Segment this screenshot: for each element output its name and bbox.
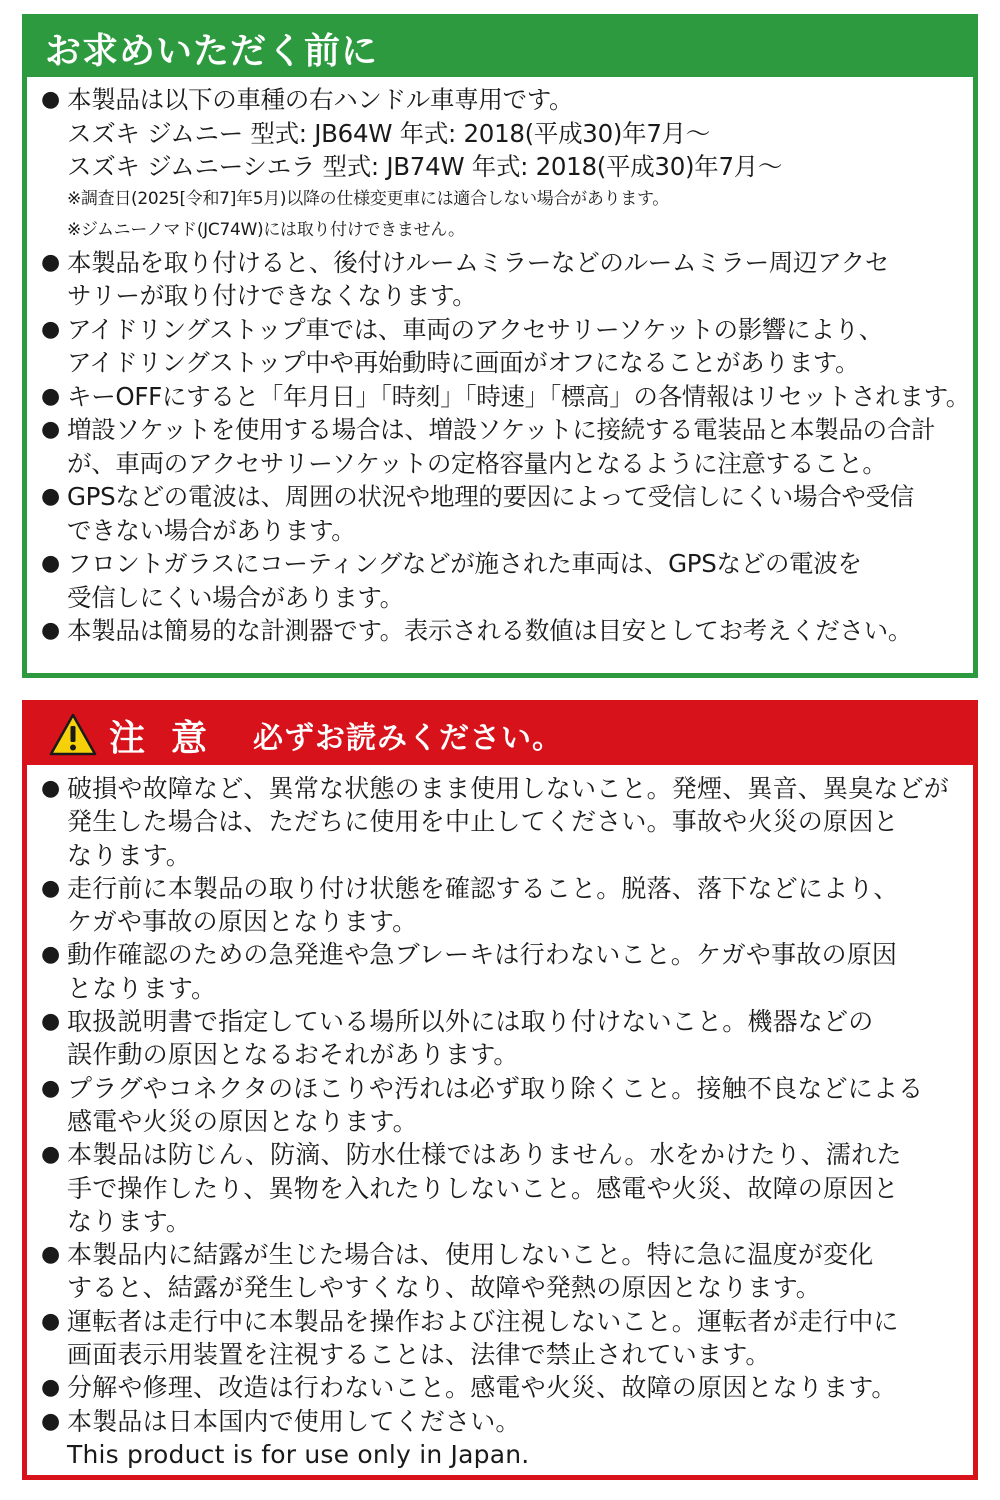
- text-line: 破損や故障など、異常な状態のまま使用しないこと。発煙、異音、異臭などが: [67, 774, 950, 803]
- before-purchase-item: [41, 246, 965, 313]
- bullet-icon: ●: [41, 875, 61, 901]
- text-line: GPSなどの電波は、周囲の状況や地理的要因によって受信しにくい場合や受信: [67, 482, 915, 511]
- before-purchase-item: [41, 547, 965, 614]
- before-purchase-title: お求めいただく前に: [45, 30, 379, 72]
- text-line: 発生した場合は、ただちに使用を中止してください。事故や火災の原因と: [67, 807, 899, 837]
- text-line: 画面表示用装置を注視することは、法律で禁止されています。: [67, 1340, 771, 1370]
- text-line: 増設ソケットを使用する場合は、増設ソケットに接続する電装品と本製品の合計: [67, 415, 936, 444]
- note-line: ※調査日(2025[令和7]年5月)以降の仕様変更車には適合しない場合があります。: [67, 188, 670, 209]
- text-line: フロントガラスにコーティングなどが施された車両は、GPSなどの電波を: [67, 549, 862, 578]
- text-line: アイドリングストップ中や再始動時に画面がオフになることがあります。: [67, 348, 860, 377]
- before-purchase-item-text: [67, 614, 965, 648]
- bullet-icon: ●: [41, 484, 61, 509]
- before-purchase-item-text: [67, 480, 965, 547]
- note-line: ※ジムニーノマド(JC74W)には取り付けできません。: [67, 219, 465, 240]
- text-line: 取扱説明書で指定している場所以外には取り付けないこと。機器などの: [67, 1007, 874, 1037]
- caution-item-text: [67, 1305, 965, 1372]
- text-line: すると、結露が発生しやすくなり、故障や発熱の原因となります。: [67, 1273, 822, 1303]
- caution-item-text: [67, 772, 965, 872]
- bullet-icon: ●: [41, 87, 61, 112]
- before-purchase-item-text: [67, 83, 965, 246]
- text-line: 本製品は簡易的な計測器です。表示される数値は目安としてお考えください。: [67, 616, 913, 645]
- before-purchase-item-text: [67, 313, 965, 380]
- text-line: 誤作動の原因となるおそれがあります。: [67, 1040, 519, 1070]
- text-line: なります。: [67, 1206, 192, 1236]
- before-purchase-item-text: [67, 547, 965, 614]
- bullet-icon: ●: [41, 776, 61, 801]
- caution-header: [27, 705, 973, 765]
- text-line: 本製品を取り付けると、後付けルームミラーなどのルームミラー周辺アクセ: [67, 247, 890, 277]
- caution-item-text: [67, 1138, 965, 1238]
- text-line: This product is for use only in Japan.: [67, 1439, 530, 1469]
- before-purchase-item: [41, 413, 965, 480]
- bullet-icon: ●: [41, 1009, 61, 1035]
- text-line: アイドリングストップ車では、車両のアクセサリーソケットの影響により、: [67, 314, 883, 344]
- caution-item: [41, 1138, 965, 1238]
- before-purchase-item-text: [67, 246, 965, 313]
- warning-triangle-icon: [49, 713, 97, 757]
- bullet-icon: ●: [41, 1408, 61, 1434]
- caution-item-text: [67, 1072, 965, 1139]
- before-purchase-item: [41, 380, 971, 414]
- before-purchase-item: [41, 313, 965, 380]
- before-purchase-header: [27, 19, 973, 77]
- caution-item: [41, 1405, 965, 1472]
- caution-list: [27, 765, 973, 1471]
- caution-item: [41, 772, 965, 872]
- before-purchase-item: [41, 614, 965, 648]
- bullet-icon: ●: [41, 1308, 61, 1334]
- before-purchase-item-text: [67, 413, 965, 480]
- bullet-icon: ●: [41, 942, 61, 968]
- bullet-icon: ●: [41, 417, 61, 442]
- caution-title: 注意: [109, 717, 234, 759]
- caution-item: [41, 1005, 965, 1072]
- before-purchase-item: [41, 83, 965, 246]
- caution-item-text: [67, 1371, 965, 1404]
- bullet-icon: ●: [41, 1142, 61, 1168]
- before-purchase-section: [22, 14, 978, 678]
- text-line: 受信しにくい場合があります。: [67, 582, 404, 612]
- text-line: 本製品内に結露が生じた場合は、使用しないこと。特に急に温度が変化: [67, 1240, 874, 1270]
- caution-item: [41, 1072, 965, 1139]
- text-line: 本製品は以下の車種の右ハンドル車専用です。: [67, 85, 574, 114]
- caution-item: [41, 1305, 965, 1372]
- text-line: 手で操作したり、異物を入れたりしないこと。感電や火災、故障の原因と: [67, 1173, 899, 1203]
- text-line: が、車両のアクセサリーソケットの定格容量内となるように注意すること。: [67, 448, 887, 478]
- caution-item: [41, 1238, 965, 1305]
- bullet-icon: ●: [41, 316, 61, 342]
- text-line: 走行前に本製品の取り付け状態を確認すること。脱落、落下などにより、: [67, 873, 899, 903]
- text-line: 感電や火災の原因となります。: [67, 1106, 418, 1136]
- text-line: 分解や修理、改造は行わないこと。感電や火災、故障の原因となります。: [67, 1373, 897, 1403]
- before-purchase-item-text: [67, 380, 970, 414]
- bullet-icon: ●: [41, 1375, 61, 1401]
- text-line: プラグやコネクタのほこりや汚れは必ず取り除くこと。接触不良などによる: [67, 1073, 924, 1103]
- text-line: ケガや事故の原因となります。: [67, 907, 418, 937]
- text-line: サリーが取り付けできなくなります。: [67, 281, 477, 310]
- before-purchase-list: [27, 77, 973, 648]
- caution-item: [41, 872, 965, 939]
- text-line: スズキ ジムニー 型式: JB64W 年式: 2018(平成30)年7月〜: [67, 118, 711, 148]
- bullet-icon: ●: [41, 383, 61, 409]
- bullet-icon: ●: [41, 249, 61, 275]
- caution-subtitle: 必ずお読みください。: [253, 721, 564, 756]
- bullet-icon: ●: [41, 1075, 61, 1101]
- text-line: なります。: [67, 840, 192, 870]
- caution-item-text: [67, 1405, 965, 1472]
- text-line: 動作確認のための急発進や急ブレーキは行わないこと。ケガや事故の原因: [67, 940, 898, 970]
- text-line: スズキ ジムニーシエラ 型式: JB74W 年式: 2018(平成30)年7月〜: [67, 152, 783, 181]
- text-line: できない場合があります。: [67, 515, 356, 545]
- caution-item: [41, 938, 965, 1005]
- caution-item-text: [67, 1238, 965, 1305]
- caution-item: [41, 1371, 965, 1404]
- text-line: 本製品は防じん、防滴、防水仕様ではありません。水をかけたり、濡れた: [67, 1140, 902, 1170]
- caution-item-text: [67, 938, 965, 1005]
- bullet-icon: ●: [41, 551, 61, 576]
- bullet-icon: ●: [41, 1242, 61, 1268]
- bullet-icon: ●: [41, 618, 61, 643]
- text-line: 運転者は走行中に本製品を操作および注視しないこと。運転者が走行中に: [67, 1306, 899, 1336]
- before-purchase-item: [41, 480, 965, 547]
- caution-item-text: [67, 872, 965, 939]
- caution-section: [22, 700, 978, 1480]
- text-line: 本製品は日本国内で使用してください。: [67, 1406, 521, 1436]
- text-line: キーOFFにすると「年月日」「時刻」「時速」「標高」の各情報はリセットされます。: [67, 381, 971, 411]
- text-line: となります。: [67, 973, 217, 1003]
- caution-item-text: [67, 1005, 965, 1072]
